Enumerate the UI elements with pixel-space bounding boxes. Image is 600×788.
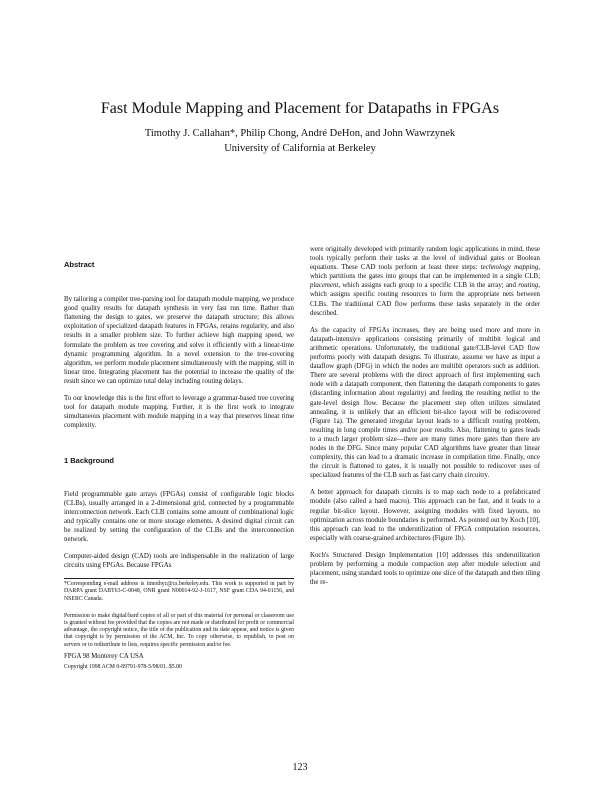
text-span: , which partitions the gates into groups that can be implemented in a single CLB; — [310, 264, 540, 281]
background-paragraph-2: Computer-aided design (CAD) tools are indispensable in the realization of large circuits using FPGAs. Because FPGAs — [64, 553, 294, 570]
copyright-line: Copyright 1998 ACM 0-89791-978-5/98/01..$5.00 — [64, 663, 182, 670]
page-number: 123 — [292, 762, 308, 773]
section-heading-background: 1 Background — [64, 456, 115, 466]
background-paragraph-1: Field programmable gate arrays (FPGAs) consist of configurable logic blocks (CLBs), usually arranged in a 2-dimensional grid, connected by a programmable interconnection network. Each CLB contains some amount of combinational logic and typically contains one or more storage elements. A desired digital circuit can be realized by setting the configuration of the CLBs and the interconnection network. — [64, 490, 294, 543]
paper-title: Fast Module Mapping and Placement for Datapaths in FPGAs — [100, 100, 500, 117]
right-paragraph-4: Koch's Structured Design Implementation [10] addresses this underutilization problem by performing a module compaction step after module selection and placement, using standard tools to optimize one slice of the datapath and then tiling the re- — [310, 551, 541, 587]
right-paragraph-2: As the capacity of FPGAs increases, they are being used more and more in datapath-intensive applications consisting primarily of multibit logical and arithmetic operations. Unfortunately, the traditional gate/CLB-level CAD flow performs poorly with datapath designs. To illustrate, assume we have as input a dataflow graph (DFG) in which the nodes are multibit operators such as addition. There are several problems with the direct approach of first implementing each node with a datapath component, then flattening the datapath components to gates (discarding information about regularity) and feeding the resulting netlist to the gate-level design flow. Because the placement step often utilizes simulated annealing, it is unlikely that an efficient bit-slice layout will be rediscovered (Figure 1a). The generated irregular layout leads to a difficult routing problem, resulting in long compile times and/or poor results. Also, flattening to gates leads to a much larger problem size—there are many times more gates than there are nodes in the DFG. Since many popular CAD algorithms have greater than linear complexity, this can lead to a dramatic increase in compilation time. Finally, once the circuit is flattened to gates, it is usually not possible to rediscover uses of specialized features of the CLB such as fast carry chain circuitry. — [310, 326, 540, 480]
footnote: *Corresponding e-mail address is timothyc@cs.berkeley.edu. This work is supported in part by DARPA grant DABT63-C-0048, ONR grant N00014-92-J-1617, NSF grant CDA 94-01156, and NSERC Canada. — [64, 578, 294, 603]
permission-notice: Permission to make digital/hard copies of all or part of this material for personal or classroom use is granted without fee provided that the copies are not made or distributed for profit or commercial advantage, the copyright notice, the title of the publication and its date appear, and notice is given that copyright is by permission of the ACM, Inc. To copy otherwise, to republish, to post on servers or to redistribute to lists, requires specific permission and/or fee. — [64, 612, 294, 648]
term-routing: routing — [518, 282, 539, 290]
right-column — [310, 245, 540, 595]
text-span: , which assigns specific routing resources to form the appropriate nets between CLBs. The traditional CAD flow performs these tasks separately in the order described. — [310, 282, 540, 317]
term-technology-mapping: technology mapping — [480, 264, 539, 272]
abstract-heading: Abstract — [64, 260, 95, 269]
right-paragraph-1 — [310, 245, 540, 318]
author-list: Timothy J. Callahan*, Philip Chong, André DeHon, and John Wawrzynek — [144, 128, 456, 139]
term-placement: placement — [310, 282, 339, 290]
abstract-paragraph-2: To our knowledge this is the first effort to leverage a grammar-based tree covering tool for datapath module mapping. Further, it is the first work to integrate simultaneous placement with module mapping in a way that preserves linear time complexity. — [64, 395, 294, 430]
affiliation: University of California at Berkeley — [224, 143, 376, 154]
text-span: were originally developed with primarily random logic applications in mind, these tools typically perform their tasks at the level of individual gates or Boolean equations. These CAD tools perform at least three steps: — [310, 246, 540, 272]
conference-line: FPGA 98 Monterey CA USA — [64, 652, 144, 660]
left-column — [64, 260, 294, 672]
right-paragraph-3: A better approach for datapath circuits is to map each node to a prefabricated module (also called a hard macro). This approach can be fast, and it leads to a regular bit-slice layout. However, assigning modules with fixed layouts, no optimization across module boundaries is performed. As pointed out by Koch [10], this approach can lead to the underutilization of FPGA computation resources, especially with coarse-grained architectures (Figure 1b). — [310, 489, 540, 542]
text-span: , which assigns each group to a specific CLB in the array; and — [338, 282, 519, 290]
abstract-paragraph-1: By tailoring a compiler tree-parsing tool for datapath module mapping, we produce good quality results for datapath synthesis in very fast run time. Rather than flattening the design to gates, we preserve the datapath structure; this allows exploitation of specialized datapath features in FPGAs, retains regularity, and also results in a smaller problem size. To further achieve high mapping speed, we formulate the problem as tree covering and solve it efficiently with a linear-time dynamic programming algorithm. In a novel extension to the tree-covering algorithm, we perform module placement simultaneously with the mapping, still in linear time. Integrating placement has the potential to increase the quality of the result since we can optimize total delay including routing delays. — [64, 296, 294, 385]
